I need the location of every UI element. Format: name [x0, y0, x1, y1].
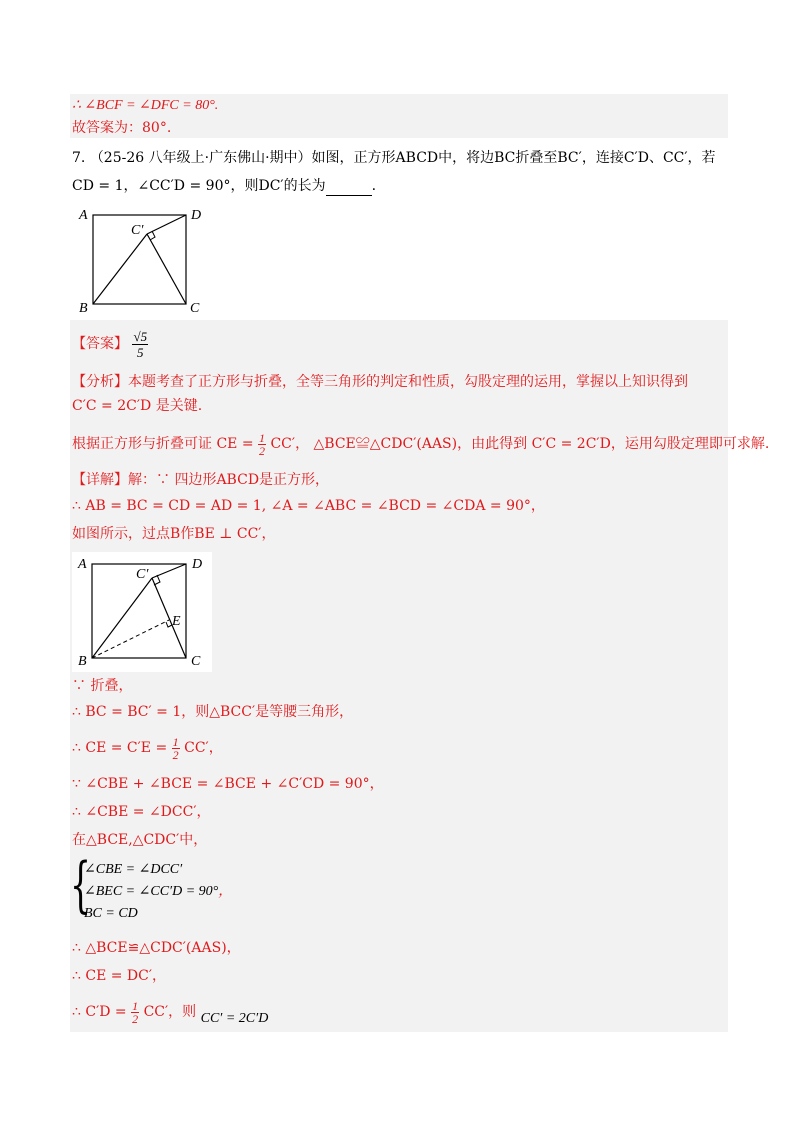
question-line-1	[72, 148, 716, 168]
fig2-label-b: B	[78, 654, 87, 669]
fig2-label-cprime: C′	[136, 567, 149, 582]
step-congruent: ∴ △BCE≌△CDC′(AAS)，	[72, 940, 241, 956]
fig1-label-b: B	[79, 301, 88, 316]
answer-tag: 【答案】	[72, 336, 128, 352]
step-ce-dc: ∴ CE = DC′，	[72, 968, 167, 984]
answer-denominator: 5	[137, 344, 144, 360]
figure-square-fold	[76, 204, 206, 316]
system-eq-3: BC = CD	[84, 906, 138, 921]
fig2-label-e: E	[172, 614, 181, 629]
fig1-label-cprime: C′	[131, 223, 144, 238]
question-number: 7.	[72, 150, 86, 166]
fig2-label-a: A	[78, 557, 87, 572]
detail-line-3: 如图所示，过点B作BE ⊥ CC′，	[72, 526, 276, 542]
answer-numerator: √5	[133, 328, 148, 344]
detail-tag: 【详解】	[72, 472, 128, 488]
question-source: （25-26 八年级上·广东佛山·期中）	[89, 150, 312, 166]
question-line-2: CD = 1，∠CC′D = 90°，则DC′的长为 .	[72, 178, 377, 194]
detail-line-2: ∴ AB = BC = CD = AD = 1, ∠A = ∠ABC = ∠BCD = ∠CDA = 90°，	[72, 498, 545, 514]
fig1-label-d: D	[191, 208, 202, 223]
half-fraction-2: $\frac{1}{2}$	[172, 734, 179, 762]
half-fraction-1: $\frac{1}{2}$	[259, 430, 266, 458]
fig1-label-c: C	[190, 301, 200, 316]
step-fold: ∵ 折叠，	[72, 678, 133, 694]
question-text-1: 如图，正方形ABCD中，将边BC折叠至BC′，连接C′D、CC′，若	[311, 150, 716, 166]
system-brace: {	[70, 850, 92, 920]
system-eq-1: ∠CBE = ∠DCC′	[84, 862, 183, 877]
answer-fraction	[132, 329, 148, 360]
analysis-tag: 【分析】	[72, 374, 128, 390]
step-ce-half: ∴ CE = C′E = $\frac{1}{2}$ CC′，	[72, 734, 223, 762]
fig2-label-d: D	[192, 557, 203, 572]
fig2-label-c: C	[191, 654, 201, 669]
half-fraction-3: $\frac{1}{2}$	[132, 998, 139, 1026]
question-text-2: CD = 1，∠CC′D = 90°，则DC′的长为	[72, 178, 326, 194]
detail-line-1: 【详解】解：∵ 四边形ABCD是正方形，	[72, 472, 330, 488]
analysis-line-2: C′C = 2C′D 是关键.	[72, 398, 203, 414]
conclusion-line: ∴ ∠BCF = ∠DFC = 80°.	[72, 98, 219, 113]
figure-square-with-perpendicular	[72, 552, 212, 672]
step-in-triangles: 在△BCE,△CDC′中，	[72, 832, 208, 848]
answer-line	[72, 326, 148, 362]
analysis-line-1: 【分析】本题考查了正方形与折叠，全等三角形的判定和性质，勾股定理的运用，掌握以上知识得到	[72, 374, 688, 390]
system-eq-2: ∠BEC = ∠CC′D = 90°，	[84, 884, 233, 899]
step-angle-equal: ∴ ∠CBE = ∠DCC′，	[72, 804, 211, 820]
answer-blank	[326, 181, 372, 196]
step-isosceles: ∴ BC = BC′ = 1，则△BCC′是等腰三角形，	[72, 704, 354, 720]
analysis-basis-line: 根据正方形与折叠可证 CE = $\frac{1}{2}$ CC′， △BCE≌△CDC′(AAS)，由此得到 C′C = 2C′D，运用勾股定理即可求解.	[72, 430, 770, 458]
step-cd-half: ∴ C′D = $\frac{1}{2}$ CC′，则 CC′ = 2C′D	[72, 998, 269, 1026]
fig1-label-a: A	[79, 208, 88, 223]
final-answer-line: 故答案为：80°.	[72, 120, 172, 136]
step-angle-sum: ∵ ∠CBE + ∠BCE = ∠BCE + ∠C′CD = 90°，	[72, 776, 384, 792]
